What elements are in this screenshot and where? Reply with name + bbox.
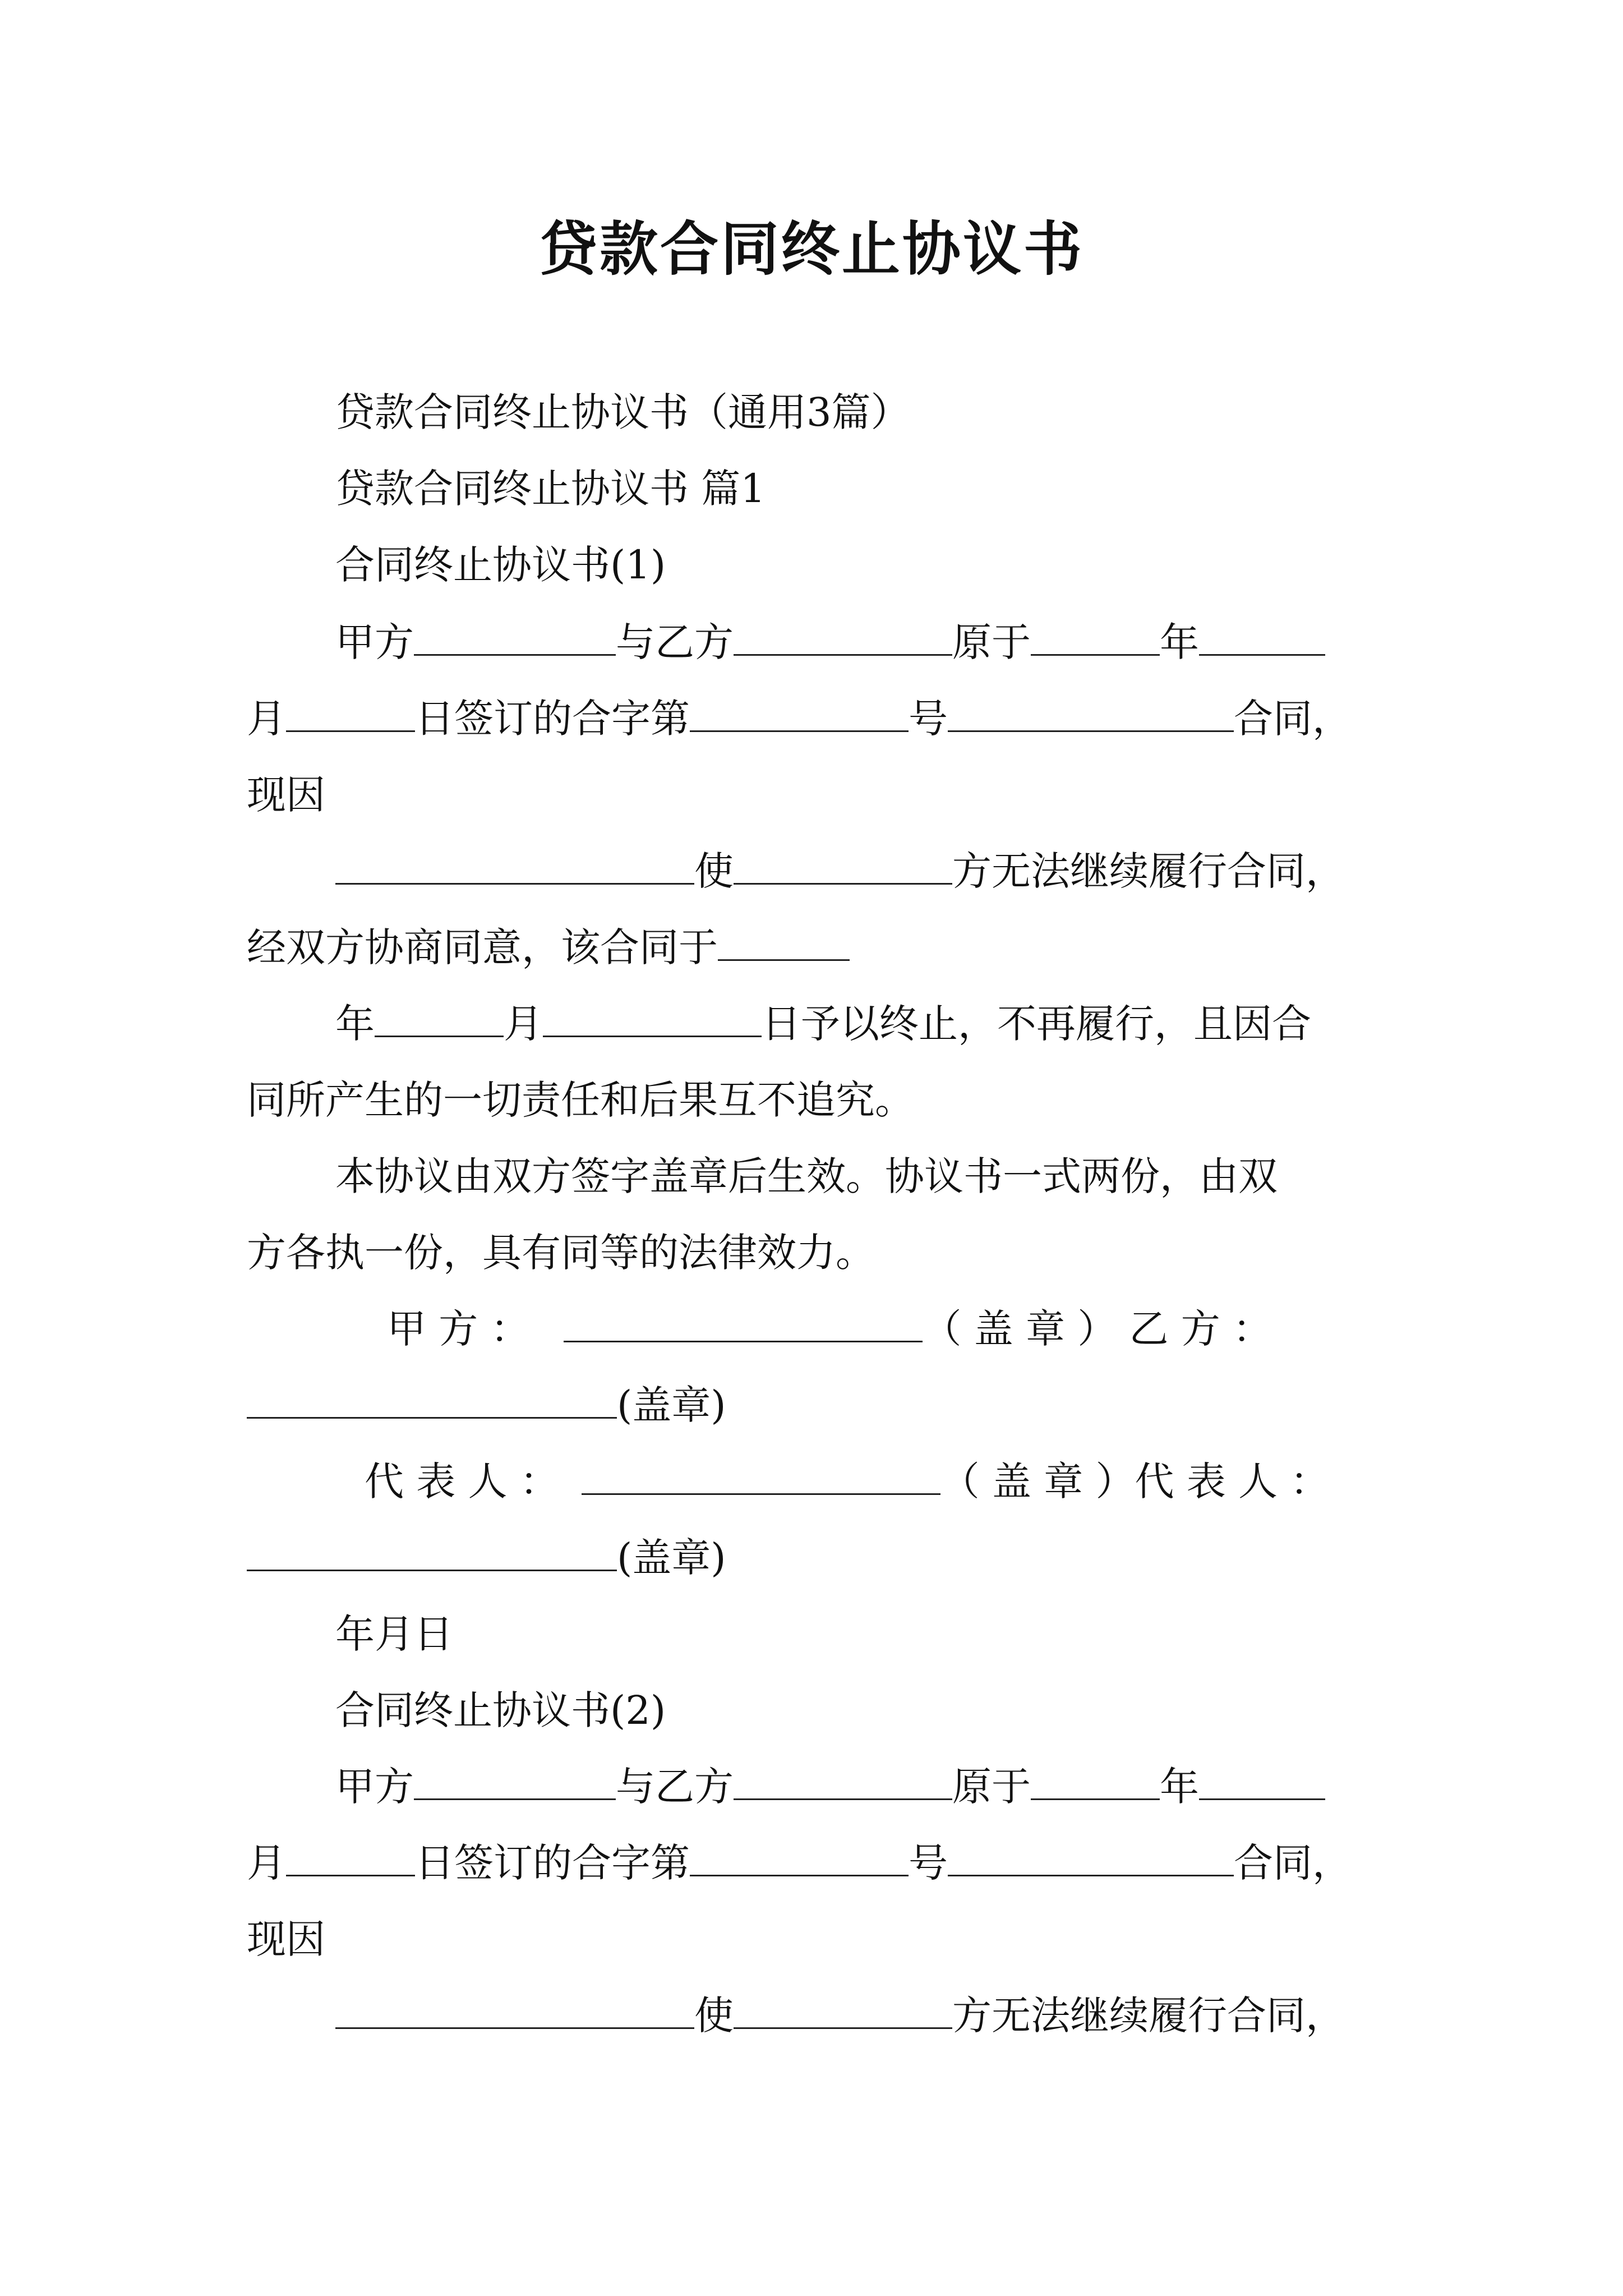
blank-field xyxy=(1031,1767,1160,1800)
seal-line: (盖章) xyxy=(247,1386,726,1425)
parties-line: 甲方 与乙方 原于 年 xyxy=(335,1767,1325,1806)
subtitle-line: 贷款合同终止协议书（通用3篇） xyxy=(335,389,910,435)
blank-field xyxy=(690,1843,909,1876)
blank-field xyxy=(718,928,850,961)
number-label: 号 xyxy=(909,696,948,742)
signature-line-representative: 代 表 人 ： （ 盖 章 ）代 表 人 ： xyxy=(365,1458,1330,1504)
agreement-heading: 合同终止协议书(2) xyxy=(335,1687,666,1733)
blank-field xyxy=(414,623,616,656)
blank-field xyxy=(948,1843,1234,1876)
blank-field xyxy=(948,699,1234,732)
blank-field xyxy=(1031,623,1160,656)
paragraph-line: 本协议由双方签字盖章后生效。协议书一式两份，由双 xyxy=(335,1153,1278,1199)
year-label: 年 xyxy=(1160,619,1199,665)
blank-field xyxy=(247,1538,617,1571)
section-heading: 贷款合同终止协议书 篇1 xyxy=(335,466,766,512)
blank-field xyxy=(582,1462,940,1495)
seal-line: (盖章) xyxy=(247,1538,726,1577)
blank-field xyxy=(247,1386,617,1419)
date-line: 年月日 xyxy=(335,1611,453,1657)
blank-field xyxy=(564,1309,923,1342)
paragraph-line: 方各执一份，具有同等的法律效力。 xyxy=(247,1230,875,1276)
party-a-label: 甲方 xyxy=(335,619,414,665)
party-b-label: 与乙方 xyxy=(616,619,734,665)
blank-field xyxy=(335,852,694,885)
cause-line: 使 方无法继续履行合同， xyxy=(335,1996,1345,2035)
reason-line: 现因 xyxy=(247,1916,325,1962)
contract-date-line: 月 日签订的合字第 号 合同， xyxy=(247,1840,1352,1886)
blank-field xyxy=(414,1767,616,1800)
parties-line xyxy=(335,619,1325,665)
unable-label: 方无法继续履行合同， xyxy=(952,848,1345,894)
blank-field xyxy=(1199,1767,1325,1800)
blank-field xyxy=(690,699,909,732)
cause-line xyxy=(335,848,1345,894)
blank-field xyxy=(375,1004,504,1037)
reason-line: 现因 xyxy=(247,772,325,818)
blank-field xyxy=(734,1996,952,2029)
blank-field xyxy=(734,623,952,656)
termination-date-line: 年 月 日予以终止，不再履行，且因合 xyxy=(335,1001,1311,1047)
cause-label: 使 xyxy=(694,848,734,894)
blank-field xyxy=(543,1004,762,1037)
month-label: 月 xyxy=(247,696,286,742)
paragraph-line: 同所产生的一切责任和后果互不追究。 xyxy=(247,1077,914,1123)
blank-field xyxy=(734,1767,952,1800)
signed-label: 日签订的合字第 xyxy=(415,696,690,742)
originally-label: 原于 xyxy=(952,619,1031,665)
agreement-heading: 合同终止协议书(1) xyxy=(335,542,666,588)
blank-field xyxy=(1199,623,1325,656)
contract-label: 合同， xyxy=(1234,696,1352,742)
signature-line-party: 甲 方 ： （ 盖 章 ） 乙 方 ： xyxy=(387,1306,1272,1352)
contract-date-line xyxy=(247,696,1352,742)
blank-field xyxy=(335,1996,694,2029)
blank-field xyxy=(286,1843,415,1876)
blank-field xyxy=(734,852,952,885)
consensus-line: 经双方协商同意，该合同于 xyxy=(247,928,850,967)
document-title: 贷款合同终止协议书 xyxy=(538,214,1084,283)
blank-field xyxy=(286,699,415,732)
